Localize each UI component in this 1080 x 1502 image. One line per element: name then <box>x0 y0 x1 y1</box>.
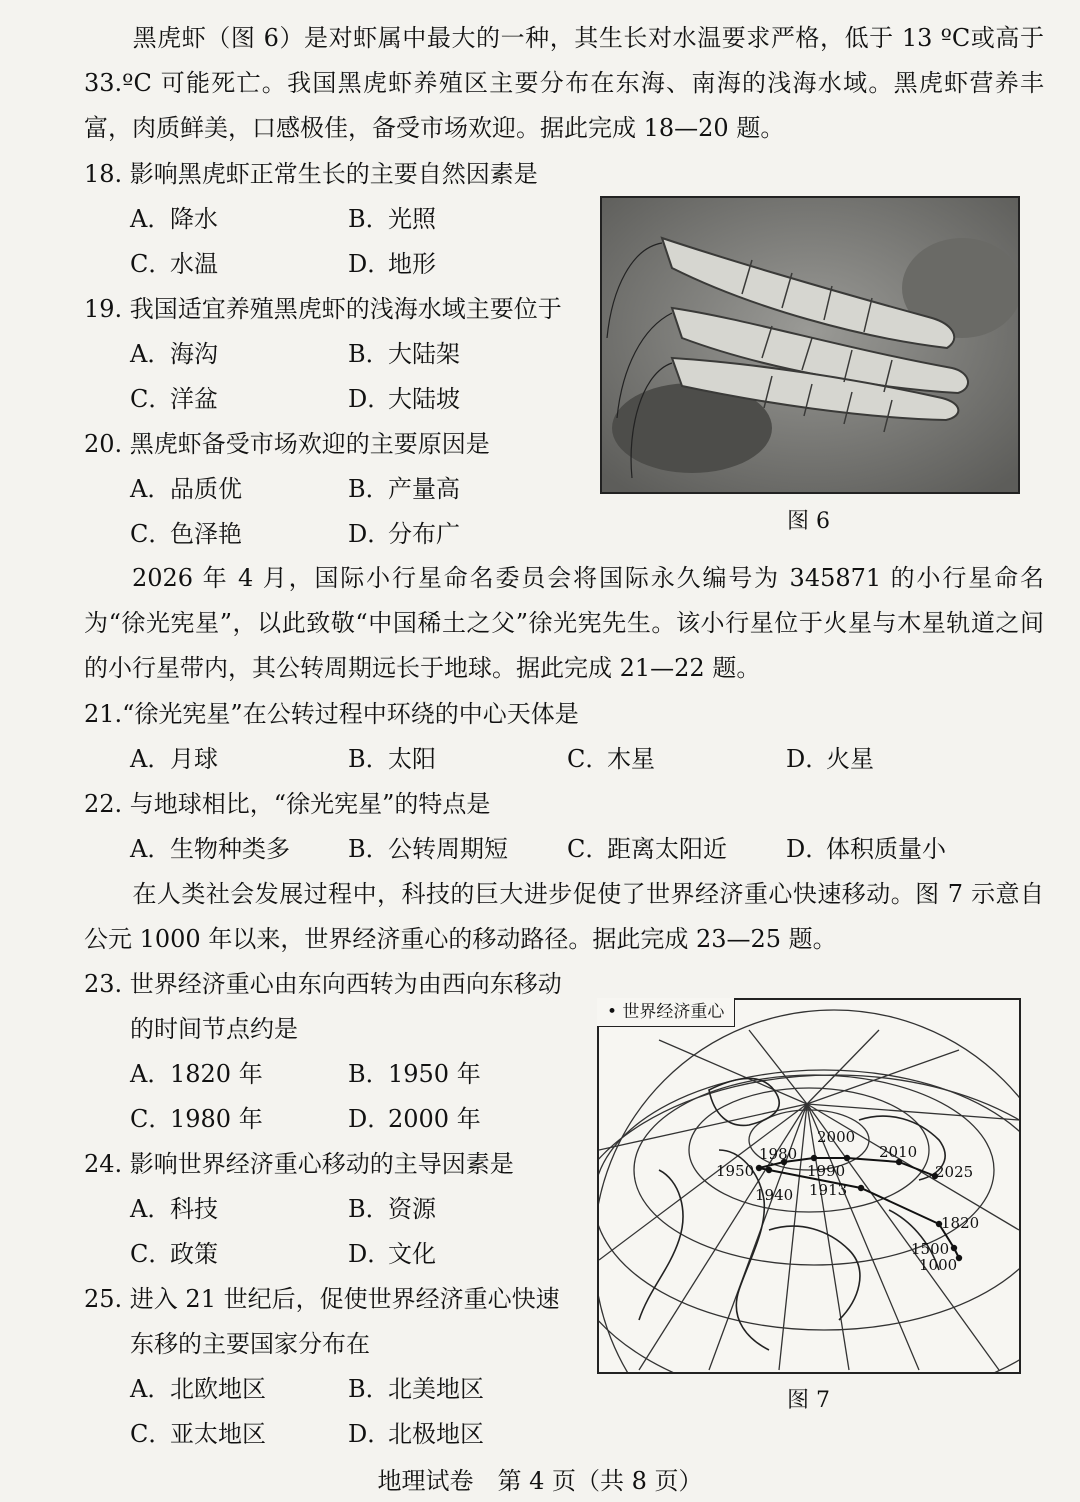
q23-option-b[interactable]: B．1950 年 <box>348 1060 481 1088</box>
q23-option-c[interactable]: C．1980 年 <box>130 1105 263 1133</box>
year-label-2025: 2025 <box>935 1163 974 1181</box>
q19-option-c[interactable]: C．洋盆 <box>130 385 218 413</box>
intro-paragraph-1: 黑虎虾（图 6）是对虾属中最大的一种，其生长对水温要求严格，低于 13 ºC或高于 33.ºC 可能死亡。我国黑虎虾养殖区主要分布在东海、南海的浅海水域。黑虎虾营养丰富，肉质鲜美，口感极佳，备受市场欢迎。据此完成 18—20 题。 <box>84 24 1044 142</box>
q18-option-c[interactable]: C．水温 <box>130 250 218 278</box>
year-label-1820: 1820 <box>941 1214 980 1232</box>
shrimp-illustration <box>602 198 1018 492</box>
question-20-stem: 20. 黑虎虾备受市场欢迎的主要原因是 <box>84 430 490 458</box>
q21-option-b[interactable]: B．太阳 <box>348 745 436 773</box>
path-point <box>858 1185 864 1191</box>
q24-option-d[interactable]: D．文化 <box>348 1240 436 1268</box>
q20-option-d[interactable]: D．分布广 <box>348 520 460 548</box>
q24-option-a[interactable]: A．科技 <box>130 1195 218 1223</box>
year-label-1940: 1940 <box>755 1186 794 1204</box>
path-point <box>756 1165 762 1171</box>
path-point <box>951 1245 957 1251</box>
globe-map-svg <box>599 1000 1019 1372</box>
question-25-stem-line-2: 东移的主要国家分布在 <box>130 1330 370 1358</box>
intro-paragraph-3: 在人类社会发展过程中，科技的巨大进步促使了世界经济重心快速移动。图 7 示意自公元 1000 年以来，世界经济重心的移动路径。据此完成 23—25 题。 <box>84 880 1044 953</box>
q25-option-a[interactable]: A．北欧地区 <box>130 1375 266 1403</box>
path-point <box>844 1155 850 1161</box>
intro-paragraph-2: 2026 年 4 月，国际小行星命名委员会将国际永久编号为 345871 的小行星命名为“徐光宪星”，以此致敬“中国稀土之父”徐光宪先生。该小行星位于火星与木星轨道之间的小行星带内，其公转周期远长于地球。据此完成 21—22 题。 <box>84 564 1044 682</box>
q18-option-b[interactable]: B．光照 <box>348 205 436 233</box>
question-23-stem-line-1: 23. 世界经济重心由东向西转为由西向东移动 <box>84 970 562 998</box>
year-label-1990: 1990 <box>807 1162 846 1180</box>
question-18-stem: 18. 影响黑虎虾正常生长的主要自然因素是 <box>84 160 538 188</box>
year-label-2010: 2010 <box>879 1143 918 1161</box>
question-24-stem: 24. 影响世界经济重心移动的主导因素是 <box>84 1150 514 1178</box>
q19-option-d[interactable]: D．大陆坡 <box>348 385 460 413</box>
question-25-stem-line-1: 25. 进入 21 世纪后，促使世界经济重心快速 <box>84 1285 560 1313</box>
q18-option-a[interactable]: A．降水 <box>130 205 218 233</box>
q24-option-b[interactable]: B．资源 <box>348 1195 436 1223</box>
path-point <box>811 1155 817 1161</box>
q25-option-d[interactable]: D．北极地区 <box>348 1420 484 1448</box>
question-19-stem: 19. 我国适宜养殖黑虎虾的浅海水域主要位于 <box>84 295 562 323</box>
q19-option-b[interactable]: B．大陆架 <box>348 340 460 368</box>
figure-7-caption: 图 7 <box>787 1388 830 1413</box>
q22-option-d[interactable]: D．体积质量小 <box>786 835 946 863</box>
year-label-1000: 1000 <box>919 1256 958 1274</box>
q22-option-c[interactable]: C．距离太阳近 <box>567 835 727 863</box>
q21-option-c[interactable]: C．木星 <box>567 745 655 773</box>
q22-option-b[interactable]: B．公转周期短 <box>348 835 508 863</box>
q20-option-b[interactable]: B．产量高 <box>348 475 460 503</box>
q21-option-d[interactable]: D．火星 <box>786 745 874 773</box>
year-label-1500: 1500 <box>911 1240 950 1258</box>
q25-option-c[interactable]: C．亚太地区 <box>130 1420 266 1448</box>
q18-option-d[interactable]: D．地形 <box>348 250 436 278</box>
q23-option-d[interactable]: D．2000 年 <box>348 1105 481 1133</box>
figure-7-legend: • 世界经济重心 <box>597 998 735 1027</box>
figure-6-shrimp-photo <box>600 196 1020 494</box>
q19-option-a[interactable]: A．海沟 <box>130 340 218 368</box>
year-label-1980: 1980 <box>759 1145 798 1163</box>
q25-option-b[interactable]: B．北美地区 <box>348 1375 484 1403</box>
question-21-stem: 21.“徐光宪星”在公转过程中环绕的中心天体是 <box>84 700 579 728</box>
q23-option-a[interactable]: A．1820 年 <box>130 1060 263 1088</box>
path-point <box>766 1167 772 1173</box>
figure-7-globe-map <box>597 998 1021 1374</box>
year-label-1913: 1913 <box>809 1181 848 1199</box>
question-23-stem-line-2: 的时间节点约是 <box>130 1015 298 1043</box>
q24-option-c[interactable]: C．政策 <box>130 1240 218 1268</box>
q21-option-a[interactable]: A．月球 <box>130 745 218 773</box>
q20-option-a[interactable]: A．品质优 <box>130 475 242 503</box>
year-label-1950: 1950 <box>716 1162 755 1180</box>
page-footer: 地理试卷 第 4 页（共 8 页） <box>377 1467 703 1495</box>
year-label-2000: 2000 <box>817 1128 856 1146</box>
q22-option-a[interactable]: A．生物种类多 <box>130 835 290 863</box>
question-22-stem: 22. 与地球相比，“徐光宪星”的特点是 <box>84 790 491 818</box>
q20-option-c[interactable]: C．色泽艳 <box>130 520 242 548</box>
figure-6-caption: 图 6 <box>787 509 830 534</box>
